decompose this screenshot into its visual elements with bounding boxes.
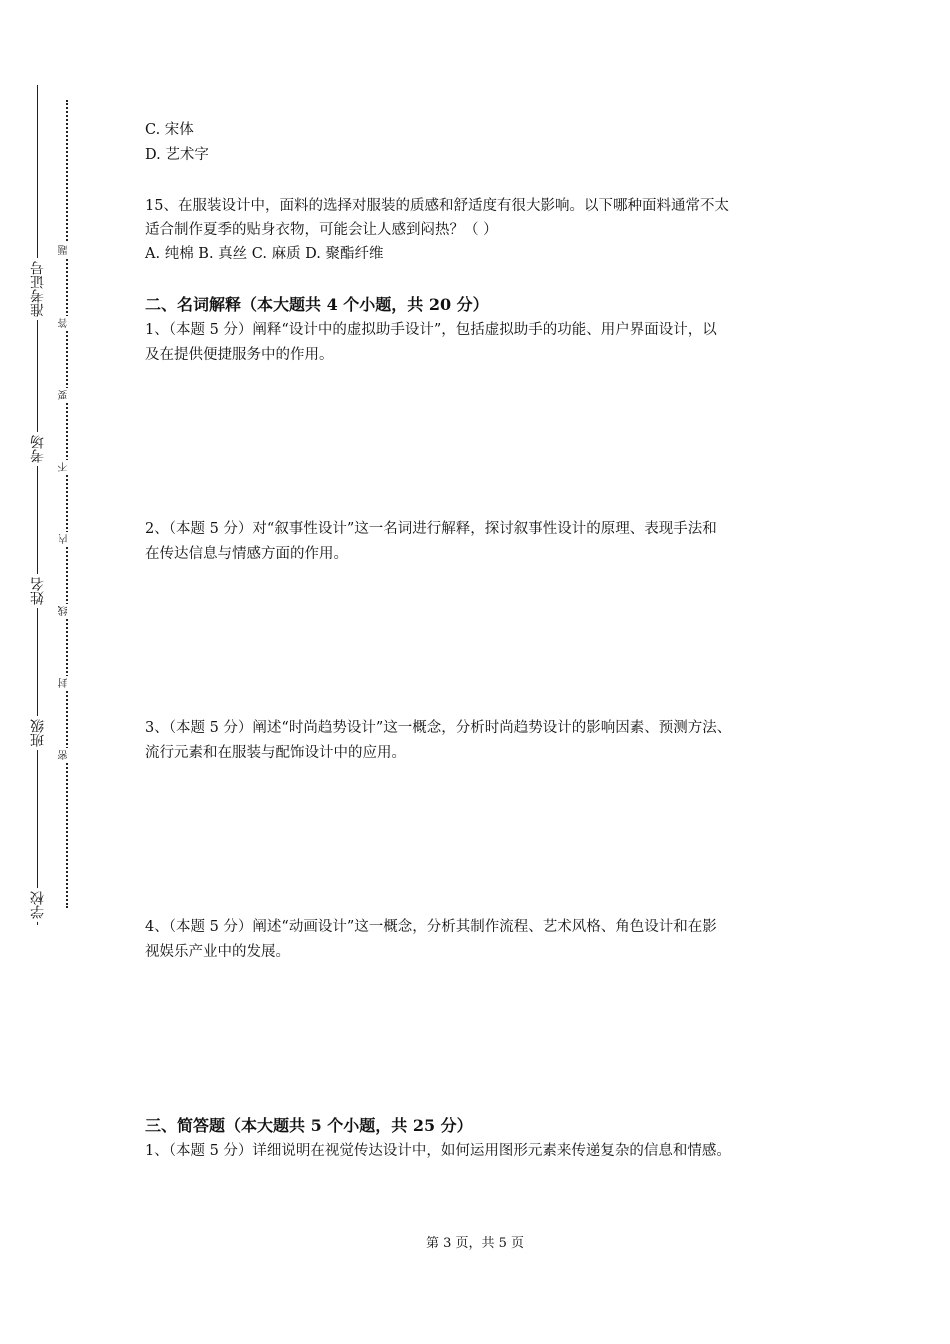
- q14-option-d: D. 艺术字: [145, 147, 209, 163]
- name-label: 姓名: [31, 574, 45, 608]
- exam-room-label: 考场: [31, 432, 45, 466]
- s2-q1-line2: 及在提供便捷服务中的作用。: [145, 347, 334, 363]
- binding-dotted-line: [66, 100, 68, 908]
- dotted-char: 内: [59, 534, 70, 544]
- q15-text-line1: 15、在服装设计中，面料的选择对服装的质感和舒适度有很大影响。以下哪种面料通常不太: [145, 198, 729, 214]
- s2-q2-line1: 2、（本题 5 分）对“叙事性设计”这一名词进行解释，探讨叙事性设计的原理、表现手法和: [145, 521, 717, 537]
- s3-q1-line1: 1、（本题 5 分）详细说明在视觉传达设计中，如何运用图形元素来传递复杂的信息和情感。: [145, 1143, 731, 1159]
- dotted-char: 封: [59, 678, 70, 688]
- class-label: 班级: [31, 716, 45, 750]
- s2-q4-line2: 视娱乐产业中的发展。: [145, 944, 290, 960]
- dotted-char: 答: [59, 318, 70, 328]
- binding-solid-line: [37, 85, 38, 925]
- s2-q3-line1: 3、（本题 5 分）阐述“时尚趋势设计”这一概念，分析时尚趋势设计的影响因素、预测方法、: [145, 720, 732, 736]
- q15-options: A. 纯棉 B. 真丝 C. 麻质 D. 聚酯纤维: [145, 246, 384, 262]
- dotted-char: 要: [59, 390, 70, 400]
- s2-q4-line1: 4、（本题 5 分）阐述“动画设计”这一概念，分析其制作流程、艺术风格、角色设计和在影: [145, 919, 717, 935]
- s2-q3-line2: 流行元素和在服装与配饰设计中的应用。: [145, 745, 406, 761]
- s2-q1-line1: 1、（本题 5 分）阐释“设计中的虚拟助手设计”，包括虚拟助手的功能、用户界面设计，以: [145, 322, 717, 338]
- school-label: 学校: [31, 888, 45, 922]
- exam-id-label: 准考证号: [31, 258, 45, 320]
- s2-q2-line2: 在传达信息与情感方面的作用。: [145, 546, 348, 562]
- q14-option-c: C. 宋体: [145, 122, 194, 138]
- dotted-char: 密: [59, 750, 70, 760]
- dotted-char: 题: [59, 245, 70, 255]
- dotted-char: 不: [59, 462, 70, 472]
- q15-text-line2: 适合制作夏季的贴身衣物，可能会让人感到闷热？（ ）: [145, 222, 498, 238]
- section2-heading: 二、名词解释（本大题共 4 个小题，共 20 分）: [145, 295, 489, 314]
- section3-heading: 三、简答题（本大题共 5 个小题，共 25 分）: [145, 1116, 473, 1135]
- page-number: 第 3 页，共 5 页: [425, 1236, 525, 1251]
- dotted-char: 线: [59, 606, 70, 616]
